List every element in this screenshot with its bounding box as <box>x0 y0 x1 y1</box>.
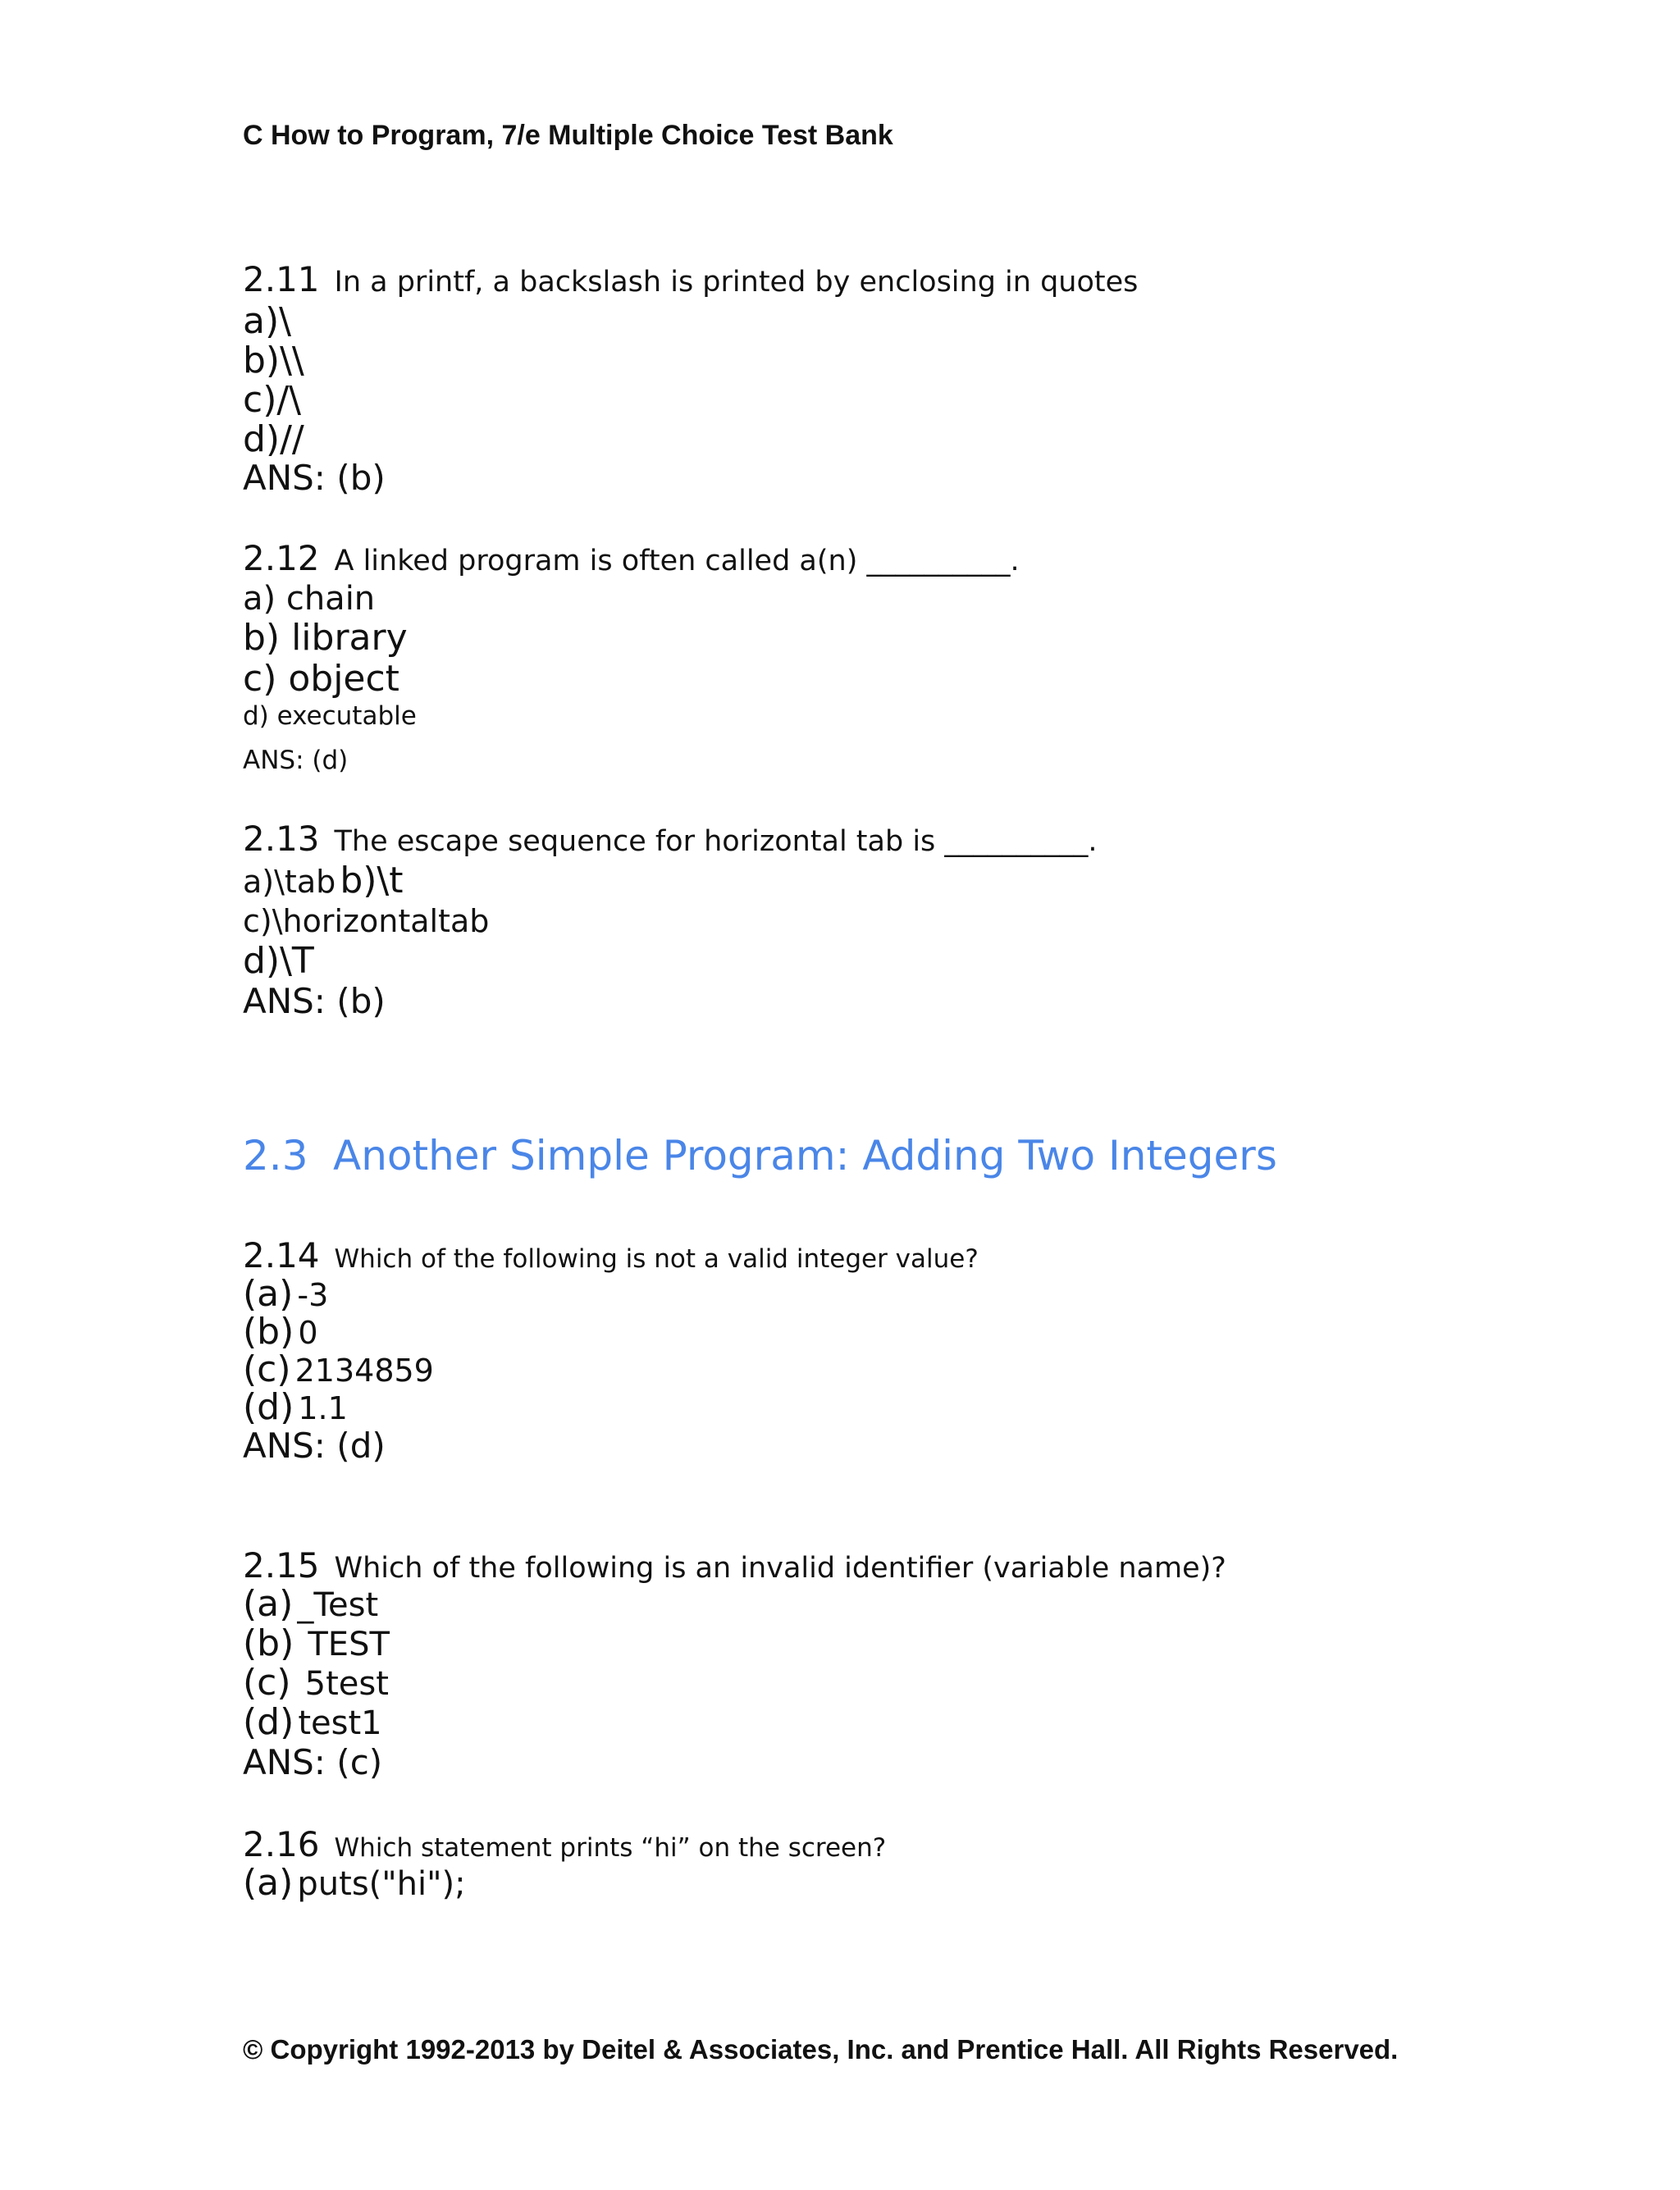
option-a: a) chain <box>243 580 376 618</box>
option-b: b) library <box>243 617 408 659</box>
option-a <box>243 1583 379 1625</box>
question-number: 2.14 <box>243 1235 320 1275</box>
question-2-14 <box>243 1235 979 1275</box>
question-text: In a printf, a backslash is printed by enclosing in quotes <box>334 266 1139 299</box>
question-2-13 <box>243 819 1098 859</box>
option-label: (c) <box>243 1348 291 1390</box>
option-value: 1.1 <box>298 1390 348 1426</box>
option-d <box>243 1386 348 1428</box>
option-b: b)\t <box>340 860 404 901</box>
page-header: C How to Program, 7/e Multiple Choice Test Bank <box>243 120 893 151</box>
question-number: 2.13 <box>243 819 320 859</box>
answer: ANS: (d) <box>243 746 349 775</box>
option-b <box>243 1311 318 1353</box>
answer: ANS: (b) <box>243 981 386 1021</box>
section-heading <box>243 1132 1277 1179</box>
answer: ANS: (d) <box>243 1426 386 1466</box>
option-row-ab <box>243 860 404 901</box>
option-value: TEST <box>308 1626 390 1663</box>
option-label: (b) <box>243 1311 294 1353</box>
option-c: c)/\ <box>243 379 302 421</box>
option-c <box>243 1662 389 1704</box>
answer: ANS: (c) <box>243 1742 383 1782</box>
option-label: (a) <box>243 1273 294 1315</box>
question-number: 2.15 <box>243 1545 320 1585</box>
option-value: puts("hi"); <box>297 1865 466 1903</box>
option-value: 2134859 <box>294 1353 434 1389</box>
question-2-12 <box>243 538 1020 578</box>
option-a: a)\ <box>243 300 291 342</box>
section-number: 2.3 <box>243 1132 308 1179</box>
option-value: _Test <box>297 1586 379 1624</box>
option-d <box>243 1701 382 1743</box>
option-value: 0 <box>298 1315 318 1351</box>
question-number: 2.16 <box>243 1824 320 1864</box>
option-label: (a) <box>243 1583 294 1625</box>
question-2-11 <box>243 259 1139 299</box>
option-c: c) object <box>243 658 399 700</box>
option-d: d) executable <box>243 701 417 731</box>
question-2-16 <box>243 1824 887 1864</box>
option-label: (d) <box>243 1386 294 1428</box>
option-d: d)// <box>243 418 304 460</box>
question-text: The escape sequence for horizontal tab is __________. <box>334 825 1098 858</box>
question-text: A linked program is often called a(n) __________. <box>334 545 1020 577</box>
option-a: a)\tab <box>243 864 336 900</box>
option-d: d)\T <box>243 940 314 982</box>
option-a <box>243 1862 466 1904</box>
copyright-footer: © Copyright 1992-2013 by Deitel & Associates, Inc. and Prentice Hall. All Rights Reserved. <box>243 2034 1399 2065</box>
option-b: b)\\ <box>243 340 304 381</box>
option-value: -3 <box>297 1277 329 1313</box>
option-label: (c) <box>243 1662 291 1704</box>
question-text: Which of the following is an invalid identifier (variable name)? <box>334 1552 1226 1585</box>
question-text: Which statement prints “hi” on the screen? <box>334 1833 887 1863</box>
option-a <box>243 1273 329 1315</box>
option-value: test1 <box>298 1704 382 1742</box>
option-b <box>243 1622 390 1664</box>
option-label: (d) <box>243 1701 294 1743</box>
section-title: Another Simple Program: Adding Two Integers <box>333 1132 1277 1179</box>
question-2-15 <box>243 1545 1226 1585</box>
option-label: (b) <box>243 1622 294 1664</box>
option-c: c)\horizontaltab <box>243 903 490 939</box>
question-text: Which of the following is not a valid integer value? <box>334 1244 979 1274</box>
answer: ANS: (b) <box>243 458 386 498</box>
question-number: 2.12 <box>243 538 320 578</box>
option-label: (a) <box>243 1862 294 1904</box>
option-c <box>243 1348 434 1390</box>
option-value: 5test <box>304 1665 389 1703</box>
question-number: 2.11 <box>243 259 320 299</box>
